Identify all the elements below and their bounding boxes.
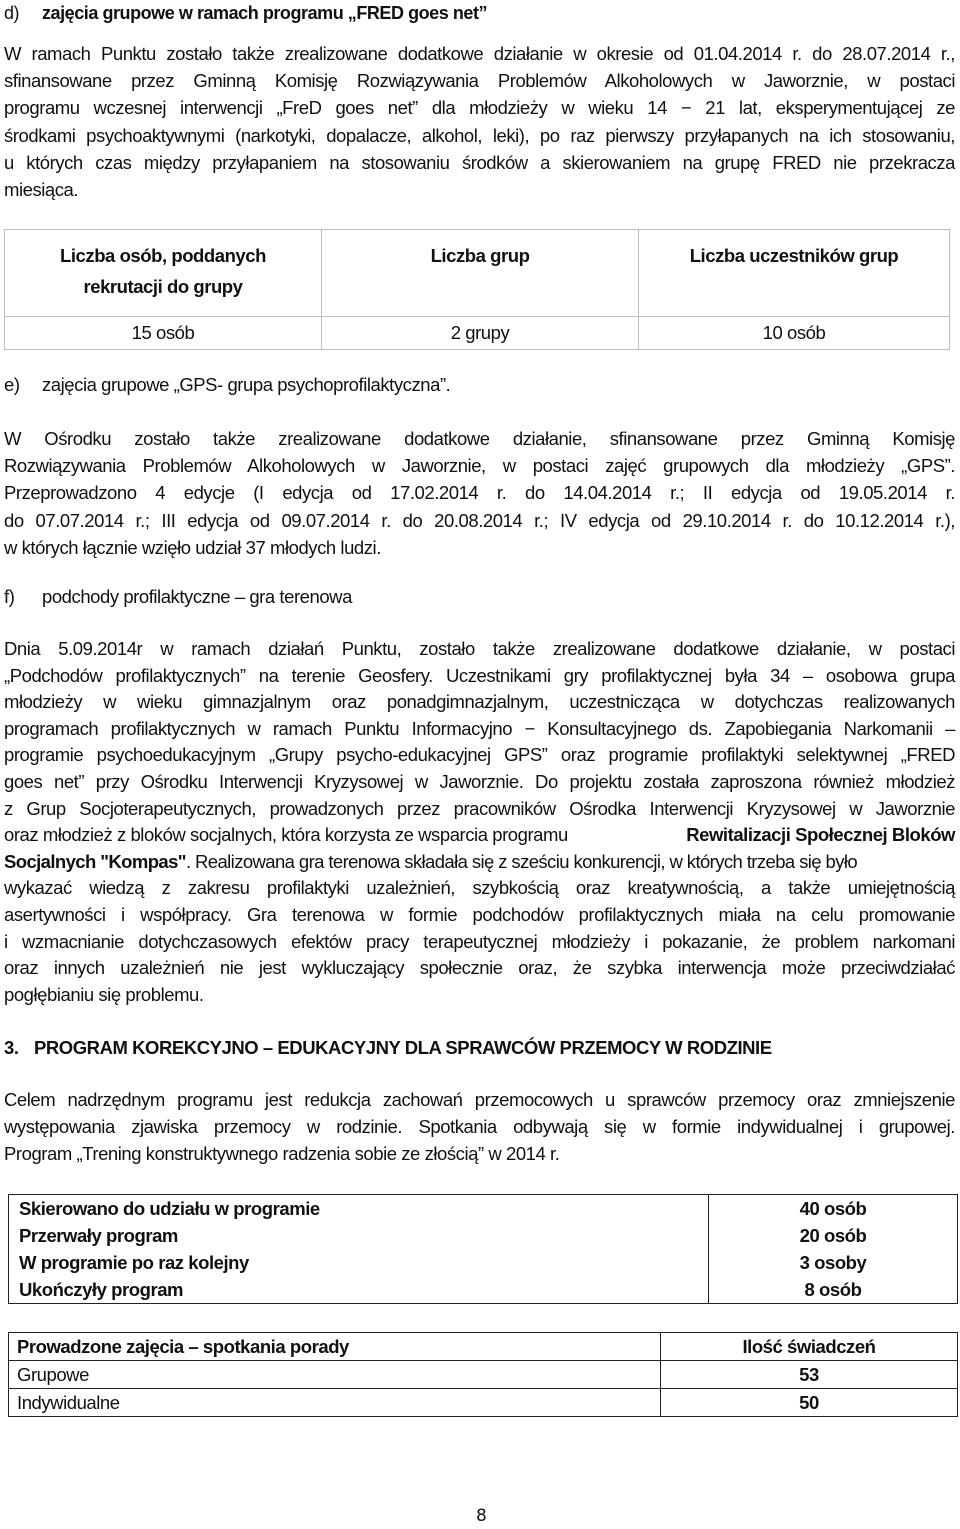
section-e-heading <box>4 372 450 399</box>
header-line: Liczba osób, poddanych <box>60 245 266 266</box>
paragraph-line: do 07.07.2014 r.; III edycja od 09.07.2014 r. do 20.08.2014 r.; IV edycja od 29.10.2014 r. do 10.12.2014 r.), <box>4 509 955 531</box>
header-line: rekrutacji do grupy <box>83 276 243 297</box>
table-row <box>5 317 950 350</box>
paragraph-line: w których łącznie wzięło udział 37 młodych ludzi. <box>4 536 381 558</box>
section-e-paragraph <box>4 425 955 561</box>
paragraph-line: W Ośrodku zostało także zrealizowane dodatkowe działanie, sfinansowane przez Gminną Komisję <box>4 428 955 449</box>
page-number: 8 <box>476 1506 487 1526</box>
paragraph-line: Program „Trening konstruktywnego radzenia sobie ze złością” w 2014 r. <box>4 1143 560 1165</box>
participants-table <box>8 1194 958 1304</box>
table-cell-label: W programie po raz kolejny <box>9 1249 709 1276</box>
paragraph-line: oraz innych uzależnień nie jest wykluczający społecznie oraz, że szybka interwencja może przeciwdziałać <box>4 957 955 979</box>
table-header-cell: Liczba uczestników grup <box>639 230 950 317</box>
table-cell-label: Skierowano do udziału w programie <box>9 1195 709 1223</box>
table-row <box>9 1361 958 1389</box>
paragraph-line: asertywności i współpracy. Gra terenowa w formie podchodów profilaktycznych miała na celu promowanie <box>4 903 955 925</box>
paragraph-line: miesiąca. <box>4 179 79 201</box>
paragraph-line: środkami psychoaktywnymi (narkotyki, dopalacze, alkohol, leki), po raz pierwszy przyłapanych na ich stosowaniu, <box>4 124 955 146</box>
paragraph-line: występowania zjawiska przemocy w rodzinie. Spotkania odbywają się w formie indywidualnej i grupowej. <box>4 1116 955 1138</box>
paragraph-line: programie psychoedukacyjnym „Grupy psycho-edukacyjnej GPS” oraz programie profilaktyki selektywnej „FRED <box>4 744 955 766</box>
section-d-heading <box>4 0 487 27</box>
table-row <box>9 1195 958 1223</box>
table-cell-label: Indywidualne <box>9 1389 661 1417</box>
table-row <box>9 1249 958 1276</box>
paragraph-fragment: oraz młodzież z bloków socjalnych, która korzysta ze wsparcia programu <box>4 824 568 846</box>
section-f-label: f) <box>4 586 15 607</box>
table-cell-value: 3 osoby <box>709 1249 958 1276</box>
program-name-bold: Rewitalizacji Społecznej Bloków <box>686 824 955 846</box>
paragraph-line: młodzieży w wieku gimnazjalnym oraz ponadgimnazjalnym, uczestnicząca w dotychczas realizowanych <box>4 691 955 713</box>
table-row <box>9 1276 958 1304</box>
paragraph-line <box>4 849 955 876</box>
paragraph-line: u których czas między przyłapaniem na stosowaniu środków a skierowaniem na grupę FRED nie przekracza <box>4 151 955 173</box>
paragraph-fragment: . Realizowana gra terenowa składała się z sześciu konkurencji, w których trzeba się było <box>185 850 858 872</box>
program-name-bold: Socjalnych "Kompas" <box>4 850 186 872</box>
table-header-row <box>5 230 950 317</box>
section-d-title: zajęcia grupowe w ramach programu „FRED goes net” <box>42 3 488 23</box>
table-cell-value: 8 osób <box>709 1276 958 1304</box>
paragraph-line: pogłębianiu się problemu. <box>4 983 204 1005</box>
table-row <box>9 1389 958 1417</box>
table-header-value: Ilość świadczeń <box>661 1333 958 1361</box>
table-header-label: Prowadzone zajęcia – spotkania porady <box>9 1333 661 1361</box>
table-header-row <box>9 1333 958 1361</box>
table-cell: 2 grupy <box>322 317 639 350</box>
paragraph-line: z Grup Socjoterapeutycznych, prowadzonych przez pracowników Ośrodka Interwencji Kryzysowej w Jaworznie <box>4 797 955 819</box>
table-cell-value: 53 <box>661 1361 958 1389</box>
paragraph-line: programu wczesnej interwencji „FreD goes net” dla młodzieży w wieku 14 − 21 lat, eksperymentującej ze <box>4 97 955 119</box>
section-3-paragraph <box>4 1086 955 1168</box>
section-d-paragraph <box>4 40 955 203</box>
table-row <box>9 1222 958 1249</box>
paragraph-line: „Podchodów profilaktycznych” na terenie Geosfery. Uczestnikami gry profilaktycznej była 34 – osobowa grupa <box>4 664 955 686</box>
table-cell-label: Przerwały program <box>9 1222 709 1249</box>
table-header-cell <box>5 230 322 317</box>
section-3-heading <box>4 1035 772 1062</box>
table-cell: 15 osób <box>5 317 322 350</box>
section-3-number: 3. <box>4 1037 19 1058</box>
table-header-cell: Liczba grup <box>322 230 639 317</box>
paragraph-line: Dnia 5.09.2014r w ramach działań Punktu, zostało także zrealizowane dodatkowe działanie, w postaci <box>4 638 955 659</box>
table-cell: 10 osób <box>639 317 950 350</box>
table-cell-value: 20 osób <box>709 1222 958 1249</box>
table-cell-value: 40 osób <box>709 1195 958 1223</box>
paragraph-line: Przeprowadzono 4 edycje (I edycja od 17.02.2014 r. do 14.04.2014 r.; II edycja od 19.05.2014 r. <box>4 482 955 504</box>
paragraph-line: Celem nadrzędnym programu jest redukcja zachowań przemocowych u sprawców przemocy oraz zmniejszenie <box>4 1089 955 1110</box>
section-3-title: PROGRAM KOREKCYJNO – EDUKACYJNY DLA SPRAWCÓW PRZEMOCY W RODZINIE <box>34 1037 772 1058</box>
paragraph-line: W ramach Punktu zostało także zrealizowane dodatkowe działanie w okresie od 01.04.2014 r. do 28.07.2014 r., <box>4 43 955 64</box>
table-cell-value: 50 <box>661 1389 958 1417</box>
section-f-title: podchody profilaktyczne – gra terenowa <box>42 586 352 607</box>
paragraph-line: programach profilaktycznych w ramach Punktu Informacyjno − Konsultacyjnego ds. Zapobiegania Narkomanii – <box>4 717 955 739</box>
table-cell-label: Grupowe <box>9 1361 661 1389</box>
section-e-label: e) <box>4 374 20 395</box>
paragraph-line: goes net” przy Ośrodku Interwencji Kryzysowej w Jaworznie. Do projektu została zaproszona również młodzież <box>4 770 955 792</box>
fred-recruitment-table <box>4 229 950 350</box>
table-cell-label: Ukończyły program <box>9 1276 709 1304</box>
paragraph-line: wykazać wiedzą z zakresu profilaktyki uzależnień, szybkością oraz kreatywnością, a także umiejętnością <box>4 877 955 899</box>
paragraph-line: i wzmacnianie dotychczasowych efektów pracy terapeutycznej młodzieży i pokazanie, że problem narkomani <box>4 930 955 952</box>
paragraph-line: sfinansowane przez Gminną Komisję Rozwiązywania Problemów Alkoholowych w Jaworznie, w postaci <box>4 70 955 92</box>
paragraph-line <box>4 822 955 849</box>
services-table <box>8 1332 958 1417</box>
section-f-paragraph <box>4 636 955 1008</box>
paragraph-line: Rozwiązywania Problemów Alkoholowych w Jaworznie, w postaci zajęć grupowych dla młodzieży „GPS”. <box>4 455 955 477</box>
section-f-heading <box>4 584 352 611</box>
section-e-title: zajęcia grupowe „GPS- grupa psychoprofilaktyczna”. <box>42 374 451 395</box>
section-d-label: d) <box>4 3 20 23</box>
